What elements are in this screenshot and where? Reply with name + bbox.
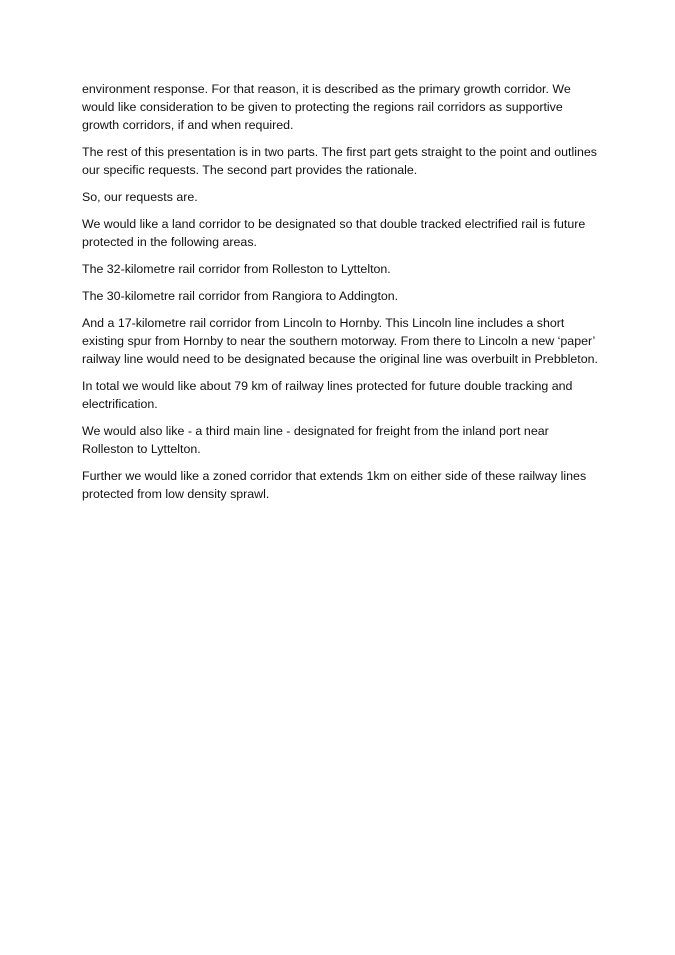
paragraph-growth-corridor: environment response. For that reason, it is described as the primary growth corridor. We would like consideration to be given to protecting the regions rail corridors as supportive growth corridors, if and when required.	[82, 82, 571, 132]
paragraph-total-railway: In total we would like about 79 km of railway lines protected for future double tracking and electrification.	[82, 379, 573, 411]
paragraph-requests-intro: So, our requests are.	[82, 190, 198, 204]
paragraph-presentation-parts: The rest of this presentation is in two parts. The first part gets straight to the point and outlines our specific requests. The second part provides the rationale.	[82, 145, 597, 177]
paragraph-land-corridor: We would like a land corridor to be designated so that double tracked electrified rail is future protected in the following areas.	[82, 217, 586, 249]
paragraph-third-main-line: We would also like - a third main line - designated for freight from the inland port near Rolleston to Lyttelton.	[82, 424, 549, 456]
paragraph-lincoln-hornby: And a 17-kilometre rail corridor from Lincoln to Hornby. This Lincoln line includes a short existing spur from Hornby to near the southern motorway. From there to Lincoln a new ‘paper’ railway line would need to be designated because the original line was overbuilt in Prebbleton.	[82, 316, 598, 366]
paragraph-rolleston-lyttelton: The 32-kilometre rail corridor from Rolleston to Lyttelton.	[82, 262, 391, 276]
document-body	[82, 80, 602, 512]
paragraph-rangiora-addington: The 30-kilometre rail corridor from Rangiora to Addington.	[82, 289, 399, 303]
paragraph-zoned-corridor: Further we would like a zoned corridor that extends 1km on either side of these railway lines protected from low density sprawl.	[82, 469, 587, 501]
